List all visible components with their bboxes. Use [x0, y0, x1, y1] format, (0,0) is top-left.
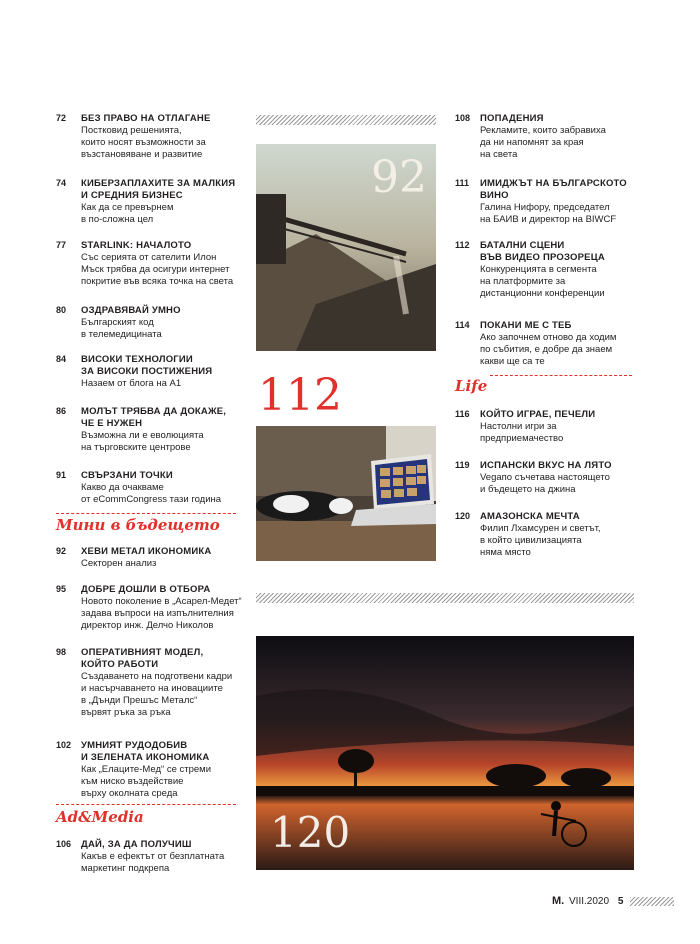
toc-description: Настолни игри за предприемачество: [480, 421, 564, 444]
toc-description: Възможна ли е еволюцията на търговските центрове: [81, 430, 204, 453]
toc-entry[interactable]: [56, 406, 246, 454]
toc-entry[interactable]: [455, 113, 645, 161]
toc-page-number: 108: [455, 113, 471, 123]
toc-page-number: 120: [455, 511, 471, 521]
toc-page-number: 80: [56, 305, 67, 315]
toc-entry[interactable]: [455, 240, 645, 300]
toc-title: УМНИЯТ РУДОДОБИВ И ЗЕЛЕНАТА ИКОНОМИКА: [81, 740, 210, 763]
magazine-brand: М.: [552, 895, 565, 907]
toc-entry[interactable]: [56, 470, 246, 506]
toc-title: ОПЕРАТИВНИЯТ МОДЕЛ, КОЙТО РАБОТИ: [81, 647, 204, 670]
toc-entry[interactable]: [56, 647, 246, 719]
toc-page-number: 116: [455, 409, 470, 419]
toc-page-number: 72: [56, 113, 67, 123]
page-number-112: 112: [258, 370, 342, 421]
toc-description: Със серията от сателити Илон Мъск трябва да осигури интернет покритие във всяка точка на света: [81, 252, 234, 287]
issue-label: VIII.2020: [569, 896, 610, 907]
toc-description: Създаването на подготвени кадри и насърчаването на иновациите в „Дънди Прешъс Металс“ вървят ръка за ръка: [81, 671, 233, 718]
toc-entry[interactable]: [56, 240, 246, 288]
photo-amazon-sunset: [256, 636, 634, 870]
page-number: 5: [617, 896, 624, 907]
toc-entry[interactable]: [455, 460, 645, 496]
toc-page-number: 86: [56, 406, 67, 416]
hatch-bar: [256, 593, 634, 603]
section-divider: [56, 513, 236, 514]
toc-page-number: 114: [455, 320, 470, 330]
toc-description: Българският код в телемедицината: [81, 317, 162, 340]
toc-title: ВИСОКИ ТЕХНОЛОГИИ ЗА ВИСОКИ ПОСТИЖЕНИЯ: [81, 354, 213, 377]
toc-description: Как „Елаците-Мед“ се стреми към ниско въздействие върху околната среда: [81, 764, 211, 799]
toc-entry[interactable]: [455, 178, 645, 226]
toc-title: ХЕВИ МЕТАЛ ИКОНОМИКА: [81, 546, 212, 557]
toc-entry[interactable]: [56, 354, 246, 390]
toc-title: ПОКАНИ МЕ С ТЕБ: [480, 320, 572, 331]
right-column: [455, 0, 645, 600]
toc-page-number: 74: [56, 178, 67, 188]
toc-description: Постковид решенията, които носят възможности за възстановяване и развитие: [81, 125, 206, 160]
footer: [552, 895, 692, 909]
section-title-life: Life: [455, 377, 488, 395]
toc-description: Vegaпо съчетава настоящето и бъдещето на джина: [480, 472, 610, 495]
left-column: [56, 0, 246, 944]
toc-title: ДОБРЕ ДОШЛИ В ОТБОРА: [81, 584, 211, 595]
toc-page-number: 95: [56, 584, 67, 594]
toc-entry[interactable]: [56, 546, 246, 570]
toc-page-number: 102: [56, 740, 72, 750]
toc-description: Какъв е ефектът от безплатната маркетинг подкрепа: [81, 851, 225, 874]
toc-description: Конкуренцията в сегмента на платформите за дистанционни конференции: [480, 264, 605, 299]
toc-entry[interactable]: [56, 740, 246, 800]
toc-title: КОЙТО ИГРАЕ, ПЕЧЕЛИ: [480, 409, 596, 420]
toc-title: СВЪРЗАНИ ТОЧКИ: [81, 470, 173, 481]
toc-description: Какво да очакваме от eCommCongress тази година: [81, 482, 222, 505]
photo-laptop-video-call: [256, 426, 436, 561]
toc-title: ПОПАДЕНИЯ: [480, 113, 544, 124]
toc-entry[interactable]: [455, 511, 645, 559]
toc-title: АМАЗОНСКА МЕЧТА: [480, 511, 580, 522]
photo-mining-plant: [256, 144, 436, 351]
toc-description: Назаем от блога на А1: [81, 378, 182, 389]
toc-page-number: 119: [455, 460, 470, 470]
toc-title: ИМИДЖЪТ НА БЪЛГАРСКОТО ВИНО: [480, 178, 627, 201]
section-divider: [56, 804, 236, 805]
toc-entry[interactable]: [56, 584, 246, 632]
toc-title: МОЛЪТ ТРЯБВА ДА ДОКАЖЕ, ЧЕ Е НУЖЕН: [81, 406, 227, 429]
toc-description: Филип Лхамсурен и светът, в който цивилизацията няма място: [480, 523, 601, 558]
toc-page-number: 92: [56, 546, 67, 556]
section-title-mines: Мини в бъдещето: [56, 516, 220, 534]
toc-title: ИСПАНСКИ ВКУС НА ЛЯТО: [480, 460, 612, 471]
toc-description: Ако започнем отново да ходим по събития, е добре да знаем какви ще са те: [480, 332, 617, 367]
toc-page-number: 98: [56, 647, 67, 657]
toc-page-number: 77: [56, 240, 67, 250]
toc-title: БЕЗ ПРАВО НА ОТЛАГАНЕ: [81, 113, 211, 124]
toc-page-number: 84: [56, 354, 67, 364]
toc-title: ДАЙ, ЗА ДА ПОЛУЧИШ: [81, 839, 192, 850]
toc-title: БАТАЛНИ СЦЕНИ ВЪВ ВИДЕО ПРОЗОРЕЦА: [480, 240, 605, 263]
hatch-bar: [256, 115, 436, 125]
section-title-admedia: Ad&Media: [56, 808, 144, 826]
toc-entry[interactable]: [56, 839, 246, 875]
toc-description: Рекламите, които забравиха да ни напомнят за края на света: [480, 125, 606, 160]
toc-description: Галина Нифору, председател на БАИВ и директор на BIWCF: [480, 202, 617, 225]
toc-page-number: 111: [455, 178, 470, 188]
toc-page-number: 91: [56, 470, 67, 480]
toc-page-number: 106: [56, 839, 72, 849]
toc-page-number: 112: [455, 240, 470, 250]
toc-description: Как да се превърнем в по-сложна цел: [81, 202, 174, 225]
page-number-120: 120: [270, 808, 351, 857]
toc-entry[interactable]: [56, 305, 246, 341]
toc-entry[interactable]: [455, 320, 645, 368]
page-number-92: 92: [371, 152, 427, 203]
toc-entry[interactable]: [56, 178, 246, 226]
section-divider: [490, 375, 632, 376]
toc-title: STARLINK: НАЧАЛОТО: [81, 240, 192, 251]
toc-title: КИБЕРЗАПЛАХИТЕ ЗА МАЛКИЯ И СРЕДНИЯ БИЗНЕС: [81, 178, 236, 201]
toc-entry[interactable]: [455, 409, 645, 445]
hatch-bar: [630, 897, 674, 906]
toc-description: Новото поколение в „Асарел-Медет“ задава въпроси на изпълнителния директор инж. Делчо Николов: [81, 596, 242, 631]
toc-description: Секторен анализ: [81, 558, 157, 569]
toc-title: ОЗДРАВЯВАЙ УМНО: [81, 305, 181, 316]
toc-entry[interactable]: [56, 113, 246, 161]
